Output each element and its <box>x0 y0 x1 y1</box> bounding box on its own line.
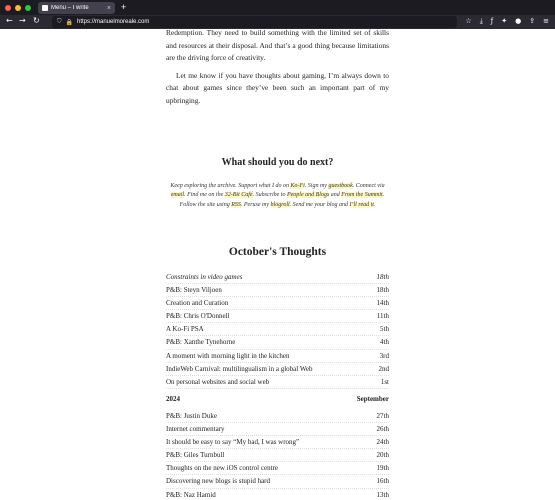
kofi-link[interactable]: Ko-Fi <box>290 183 305 189</box>
reader-icon[interactable]: ƒ <box>490 17 494 25</box>
active-tab[interactable] <box>38 2 115 14</box>
account-icon[interactable]: ● <box>515 17 522 25</box>
back-icon[interactable]: ← <box>6 16 13 25</box>
post-title-link[interactable]: P&B: Justin Duke <box>166 412 217 420</box>
october-list <box>166 271 389 389</box>
month-label: September <box>356 395 389 403</box>
ill-read-it-link[interactable]: I’ll read it <box>349 201 374 208</box>
post-title-link[interactable]: It should be easy to say “My bad, I was wrong” <box>166 438 300 447</box>
browser-chrome <box>0 0 555 29</box>
post-list-item[interactable] <box>166 489 389 500</box>
article-paragraph: Redemption. They need to build something with the limited set of skills and resources at their disposal. And that’s a good thing because limitations are the driving force of creativity. <box>166 29 389 62</box>
post-list-item[interactable] <box>166 336 389 349</box>
post-date: 11th <box>376 312 389 321</box>
post-list-item[interactable] <box>166 475 389 488</box>
next-text: Keep exploring the archive. Support what I do on <box>170 183 291 189</box>
post-title-link[interactable]: Discovering new blogs is stupid hard <box>166 477 271 486</box>
navigation-toolbar <box>0 15 555 29</box>
post-title-link[interactable]: Thoughts on the new iOS control centre <box>166 464 278 473</box>
post-list-item[interactable] <box>166 376 389 389</box>
post-title-link[interactable]: A Ko-Fi PSA <box>166 325 204 334</box>
from-the-summit-link[interactable]: From the Summit <box>341 192 383 199</box>
october-heading: October's Thoughts <box>228 246 327 258</box>
minimize-window-button[interactable] <box>15 5 21 11</box>
post-date: 14th <box>376 299 389 308</box>
close-window-button[interactable] <box>5 5 11 11</box>
post-title-link[interactable]: IndieWeb Carnival: multilingualism in a global Web <box>166 364 313 373</box>
post-title-link[interactable]: P&B: Xanthe Tynehorne <box>166 338 236 347</box>
next-text: . Subscribe to <box>252 192 287 199</box>
32bit-cafe-link[interactable]: 32-Bit Café <box>224 192 253 199</box>
next-section <box>166 157 389 210</box>
email-link[interactable]: email <box>170 192 185 199</box>
post-list-item[interactable] <box>166 462 389 475</box>
post-title-link[interactable]: A moment with morning light in the kitchen <box>166 351 290 360</box>
post-date: 13th <box>376 490 389 499</box>
post-list-item[interactable] <box>166 410 389 423</box>
post-list-item[interactable] <box>166 423 389 436</box>
maximize-window-button[interactable] <box>25 5 31 11</box>
next-text: and <box>329 192 342 199</box>
post-date: 1st <box>380 377 389 386</box>
post-list-item[interactable] <box>166 436 389 449</box>
next-text: . <box>373 201 376 208</box>
post-list-item[interactable] <box>166 350 389 363</box>
next-text: . Follow the site using <box>179 192 385 208</box>
next-heading: What should you do next? <box>221 157 334 168</box>
toolbar-right-icons <box>465 17 549 26</box>
post-date: 19th <box>376 464 389 473</box>
tab-bar <box>0 0 555 15</box>
url-text[interactable]: https://manuelmoreale.com <box>77 19 150 25</box>
menu-icon[interactable]: ≡ <box>543 17 549 25</box>
bookmark-star-icon[interactable]: ☆ <box>465 17 472 25</box>
september-section <box>166 393 389 500</box>
post-date: 27th <box>376 412 389 420</box>
next-text: . Connect via <box>352 183 385 189</box>
september-list <box>166 410 389 500</box>
post-date: 2nd <box>378 364 389 373</box>
rss-link[interactable]: RSS <box>231 201 241 208</box>
site-info-icon[interactable]: ⛉ <box>57 18 62 25</box>
next-text: . Peruse my <box>240 201 271 208</box>
reload-icon[interactable]: ↻ <box>33 16 40 25</box>
people-and-blogs-link[interactable]: People and Blogs <box>286 192 330 199</box>
favicon-icon <box>42 5 48 11</box>
page-content <box>0 29 555 500</box>
post-list-item[interactable] <box>166 297 389 310</box>
post-title-link[interactable]: P&B: Steyn Viljoen <box>166 286 222 295</box>
post-date: 18th <box>376 273 389 281</box>
post-date: 4th <box>380 338 389 347</box>
extensions-icon[interactable]: ✦ <box>501 17 508 25</box>
post-date: 20th <box>376 451 389 460</box>
url-bar[interactable] <box>52 16 457 28</box>
lock-icon[interactable]: 🔒 <box>65 18 73 26</box>
year-label: 2024 <box>166 395 180 403</box>
post-date: 24th <box>376 438 389 447</box>
download-icon[interactable]: ⤓ <box>479 17 483 25</box>
post-date: 26th <box>376 425 389 434</box>
tab-title: Menu – I write <box>51 5 89 11</box>
post-date: 18th <box>376 286 389 295</box>
post-title-link[interactable]: Creation and Curation <box>166 299 229 308</box>
article-end <box>166 29 389 107</box>
guestbook-link[interactable]: guestbook <box>328 183 353 189</box>
next-text: . Sign my <box>304 183 329 189</box>
post-list-item[interactable] <box>166 284 389 297</box>
next-text: . Find me on the <box>184 192 225 199</box>
post-title-link[interactable]: P&B: Naz Hamid <box>166 490 216 499</box>
post-list-item[interactable] <box>166 310 389 323</box>
post-date: 16th <box>376 477 389 486</box>
post-title-link[interactable]: P&B: Giles Turnbull <box>166 451 225 460</box>
post-list-item[interactable] <box>166 363 389 376</box>
post-date: 5th <box>380 325 389 334</box>
post-date: 3rd <box>379 351 389 360</box>
post-list-item[interactable] <box>166 271 389 284</box>
post-title-link[interactable]: Internet commentary <box>166 425 225 434</box>
post-title-link[interactable]: P&B: Chris O'Donnell <box>166 312 230 321</box>
post-list-item[interactable] <box>166 323 389 336</box>
article-paragraph: Let me know if you have thoughts about gaming, I’m always down to chat about games since they’ve been such an important part of my upbringing. <box>166 70 389 105</box>
share-icon[interactable]: ⇪ <box>529 17 536 25</box>
tab-close-icon[interactable]: × <box>106 4 111 12</box>
post-list-item[interactable] <box>166 449 389 462</box>
new-tab-button[interactable]: + <box>121 2 127 12</box>
month-header <box>166 393 389 405</box>
october-section <box>166 246 389 389</box>
window-controls <box>5 5 31 11</box>
forward-icon[interactable]: → <box>19 16 26 25</box>
blogroll-link[interactable]: blogroll <box>270 201 290 208</box>
next-text: . Send me your blog and <box>289 201 350 208</box>
post-title-link[interactable]: On personal websites and social web <box>166 377 270 386</box>
post-title-link[interactable]: Constraints in video games <box>166 273 243 281</box>
next-links <box>166 182 389 210</box>
